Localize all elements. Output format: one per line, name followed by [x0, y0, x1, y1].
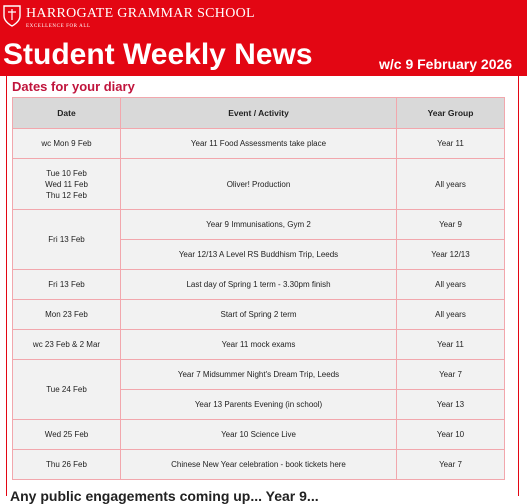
event-cell: Year 7 Midsummer Night's Dream Trip, Leeds	[121, 360, 397, 390]
event-cell: Year 12/13 A Level RS Buddhism Trip, Leeds	[121, 240, 397, 270]
date-cell: Tue 10 Feb Wed 11 Feb Thu 12 Feb	[13, 159, 121, 210]
date-cell: wc Mon 9 Feb	[13, 129, 121, 159]
date-cell: Thu 26 Feb	[13, 450, 121, 480]
newsletter-header	[0, 0, 527, 76]
year-cell: Year 11	[397, 330, 505, 360]
book-tickets-link[interactable]: Chinese New Year celebration - book tickets here	[171, 460, 346, 469]
week-commencing: w/c 9 February 2026	[379, 56, 513, 72]
event-cell: Last day of Spring 1 term - 3.30pm finish	[121, 270, 397, 300]
event-cell: Year 10 Science Live	[121, 420, 397, 450]
school-name: HARROGATE GRAMMAR SCHOOL	[26, 6, 255, 21]
school-crest-icon	[2, 4, 22, 28]
event-cell: Year 11 Food Assessments take place	[121, 129, 397, 159]
year-cell: Year 10	[397, 420, 505, 450]
year-cell: All years	[397, 300, 505, 330]
date-cell: Mon 23 Feb	[13, 300, 121, 330]
event-cell: Year 9 Immunisations, Gym 2	[121, 210, 397, 240]
year-cell: Year 12/13	[397, 240, 505, 270]
diary-table	[12, 97, 505, 480]
date-cell: Fri 13 Feb	[13, 210, 121, 270]
event-cell: Year 11 mock exams	[121, 330, 397, 360]
table-row	[13, 420, 505, 450]
table-row	[13, 129, 505, 159]
year-cell: Year 11	[397, 129, 505, 159]
year-cell: Year 7	[397, 360, 505, 390]
year-cell: All years	[397, 159, 505, 210]
table-row	[13, 450, 505, 480]
table-row	[13, 330, 505, 360]
event-cell: Year 13 Parents Evening (in school)	[121, 390, 397, 420]
year-cell: All years	[397, 270, 505, 300]
year-cell: Year 7	[397, 450, 505, 480]
table-row	[13, 159, 505, 210]
table-row	[13, 300, 505, 330]
table-row	[13, 210, 505, 240]
table-row	[13, 360, 505, 390]
year-cell: Year 13	[397, 390, 505, 420]
table-header-row	[13, 98, 505, 129]
column-header-year: Year Group	[397, 98, 505, 129]
date-cell: Tue 24 Feb	[13, 360, 121, 420]
event-cell	[121, 450, 397, 480]
newsletter-title: Student Weekly News	[3, 38, 313, 71]
event-cell: Start of Spring 2 term	[121, 300, 397, 330]
column-header-event: Event / Activity	[121, 98, 397, 129]
table-row	[13, 270, 505, 300]
event-cell: Oliver! Production	[121, 159, 397, 210]
year-cell: Year 9	[397, 210, 505, 240]
date-cell: Fri 13 Feb	[13, 270, 121, 300]
date-cell: wc 23 Feb & 2 Mar	[13, 330, 121, 360]
school-tagline: EXCELLENCE FOR ALL	[26, 24, 91, 29]
section-title: Dates for your diary	[12, 79, 135, 94]
date-cell: Wed 25 Feb	[13, 420, 121, 450]
next-section-heading: Any public engagements coming up... Year 9...	[10, 488, 319, 504]
column-header-date: Date	[13, 98, 121, 129]
